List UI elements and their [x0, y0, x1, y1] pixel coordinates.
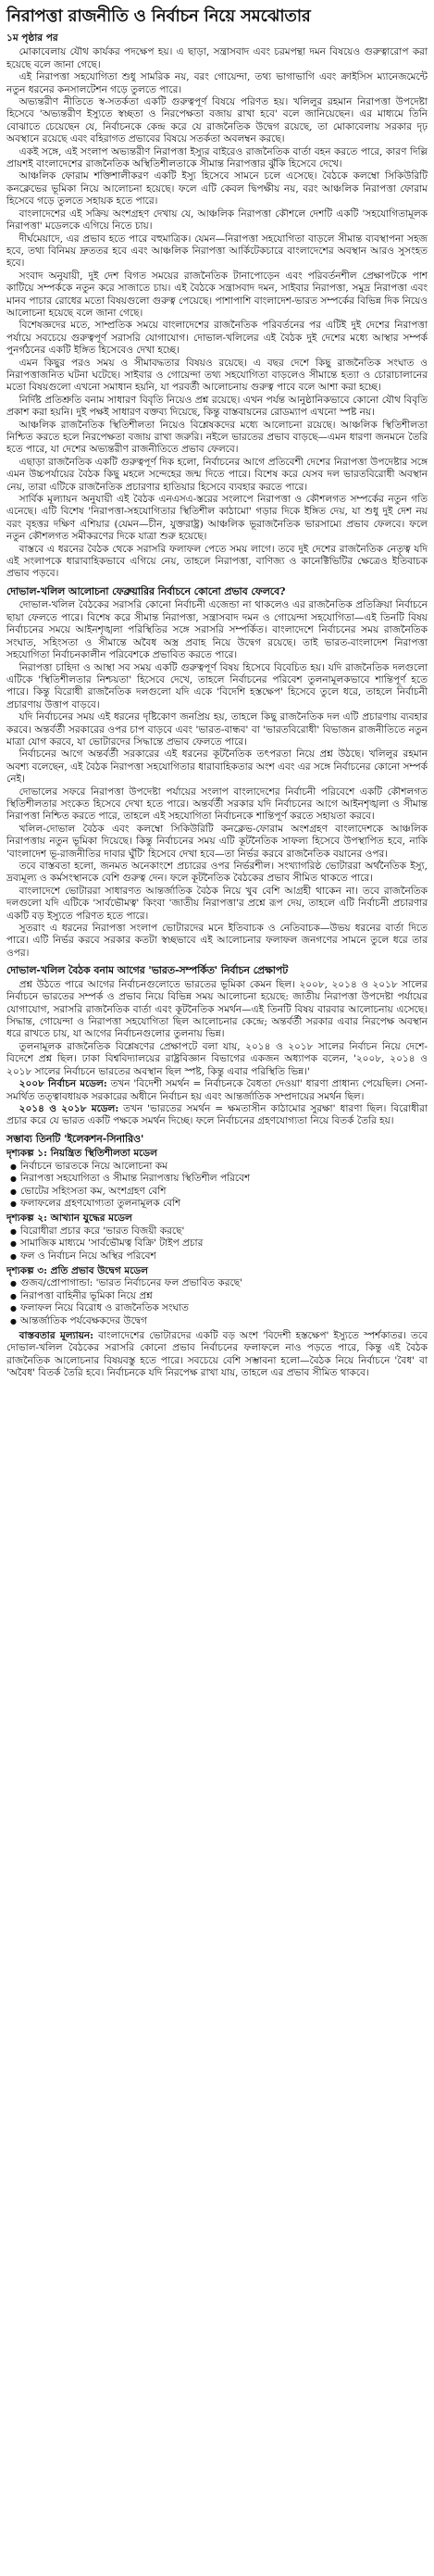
paragraph: নিরাপত্তা চাহিদা ও আস্থা সব সময় একটি গুরুত্বপূর্ণ বিষয় হিসেবে বিবেচিত হয়। যদি রাজনৈতিক দলগুলো এটিকে 'স্থিতিশীলতার নিশ্চয়তা' হিসেবে দেখে, তাহলে নির্বাচনের পরিবেশ তুলনামূলকভাবে শান্তিপূর্ণ হতে পারে। কিন্তু বিরোধী রাজনৈতিক দলগুলো যদি একে 'বিদেশি হস্তক্ষেপ' হিসেবে তুলে ধরে, তাহলে নির্বাচনী প্রচারণায় উত্তাপ বাড়বে।	[6, 661, 428, 710]
paragraph: তুলনামূলক রাজনৈতিক বিশ্লেষণের প্রেক্ষাপটে বলা যায়, ২০১৪ ও ২০১৮ সালের নির্বাচন নিয়ে দেশে-বিদেশে প্রশ্ন ছিল। ঢাকা বিশ্ববিদ্যালয়ের রাষ্ট্রবিজ্ঞান বিভাগের একজন অধ্যাপক বলেন, '২০০৮, ২০১৪ ও ২০১৮ সালের নির্বাচনে ভারতের অবস্থান ছিল স্পষ্ট, কিন্তু এবার পরিস্থিতি ভিন্ন।'	[6, 1040, 428, 1077]
bullet-icon: ●	[10, 1304, 17, 1313]
paragraph: সার্বিক মূল্যায়ন অনুযায়ী এই বৈঠক এনএসএ-স্তরের সংলাপে নিরাপত্তা ও কৌশলগত সম্পর্কের নতুন গতি এনেছে। এটি বিশেষ 'নিরাপত্তা-সহযোগিতার স্থিতিশীল কাঠামো' গড়ার দিকে ইঙ্গিত দেয়, যা শুধু দুই দেশ নয় বরং বৃহত্তর দক্ষিণ এশিয়ার (যেমন—চীন, যুক্তরাষ্ট্র) আঞ্চলিক ভূরাজনৈতিক ভারসাম্যে প্রভাব ফেলবে। ফলে নতুন কৌশলগত সমীকরণের দিকে যাত্রা শুরু হয়েছে।	[6, 494, 428, 543]
paragraph: অভ্যন্তরীণ নীতিতে স্ব-সতর্কতা একটি গুরুত্বপূর্ণ বিষয়ে পরিণত হয়। খলিলুর রহমান নিরাপত্তা উপদেষ্টা হিসেবে 'অভ্যন্তরীণ ইস্যুতে স্বচ্ছতা ও নিরপেক্ষতা বজায় রাখা হবে' বলে জানিয়েছেন। এর মাধ্যমে তিনি বোঝাতে চেয়েছেন যে, নির্বাচনকে কেন্দ্র করে যে রাজনৈতিক উদ্বেগ রয়েছে, তা মোকাবেলায় সরকার দৃঢ় অবস্থানে রয়েছে এবং বহিরাগত প্রভাবের বিষয়ে সতর্কতা অবলম্বন করছে।	[6, 96, 428, 145]
bullet-text: ভোটের সহিংসতা কম, অংশগ্রহণ বেশি	[19, 1185, 167, 1197]
bullet-icon: ●	[10, 1162, 17, 1171]
paragraph: একই সঙ্গে, এই সংলাপ অভ্যন্তরীণ নিরাপত্তা ইস্যুর বাইরেও রাজনৈতিক বার্তা বহন করতে পারে, কারণ দিল্লি প্রায়শই বাংলাদেশের রাজনৈতিক অস্থিতিশীলতাকে সীমান্ত নিরাপত্তার ঝুঁকি হিসেবে দেখে।	[6, 145, 428, 170]
paragraph: আঞ্চলিক ফোরাম শক্তিশালীকরণ একটি ইস্যু হিসেবে সামনে চলে এসেছে। বৈঠকে কলম্বো সিকিউরিটি কনক্লেভের ভূমিকা নিয়ে আলোচনা হয়েছে। ফলে এটি কেবল দ্বিপক্ষীয় নয়, বরং আঞ্চলিক নিরাপত্তা ফোরাম হিসেবে গড়ে তুলতে সহায়ক হতে পারে।	[6, 170, 428, 207]
paragraph: এই নিরাপত্তা সহযোগিতা শুধু সামরিক নয়, বরং গোয়েন্দা, তথ্য ভাগাভাগি এবং ক্রাইসিস ম্যানেজমেন্টে নতুন ধরনের কনসালটেশন গড়ে তুলতে পারে।	[6, 71, 428, 95]
continued-from-label: ১ম পৃষ্ঠার পর	[6, 32, 58, 44]
bullet-item	[6, 1277, 428, 1289]
section-heading-past-elections: দোভাল-খলিল বৈঠক বনাম আগের 'ভারত-সম্পর্কিত' নির্বাচন প্রেক্ষাপট	[6, 964, 289, 977]
paragraph: বাংলাদেশের এই সক্রিয় অংশগ্রহণ দেখায় যে, আঞ্চলিক নিরাপত্তা কৌশলে দেশটি একটি 'সহযোগিতামূলক নিরাপত্তা' মডেলকে এগিয়ে নিতে চায়।	[6, 207, 428, 232]
bullet-item	[6, 1198, 428, 1210]
bullet-text: ফলাফল নিয়ে বিরোধ ও রাজনৈতিক সংঘাত	[19, 1302, 189, 1314]
model-2014-2018-text: তখন 'ভারতের সমর্থন = ক্ষমতাসীন কাঠামোর সুরক্ষা' ধারণা ছিল। বিরোধীরা প্রচার করে যে ভারত একটি পক্ষকে সমর্থন দিচ্ছে। ফলে নির্বাচনের গ্রহণযোগ্যতা নিয়ে বিতর্ক তৈরি হয়।	[6, 1102, 428, 1127]
scenario-1-label: দৃশ্যকল্প ১: নিয়ন্ত্রিত স্থিতিশীলতা মডেল	[6, 1148, 157, 1160]
paragraph: বাস্তবে এ ধরনের বৈঠক থেকে সরাসরি ফলাফল পেতে সময় লাগে। তবে দুই দেশের রাজনৈতিক নেতৃত্ব যদি এই সংলাপকে ধারাবাহিকভাবে এগিয়ে নেয়, তাহলে নিরাপত্তা, বাণিজ্য ও কানেক্টিভিটির ক্ষেত্রেও ইতিবাচক প্রভাব পড়বে।	[6, 543, 428, 580]
bullet-item	[6, 1315, 428, 1327]
scenario-3-label: দৃশ্যকল্প ৩: প্রতি প্রভাব উদ্বেগ মডেল	[6, 1264, 148, 1276]
paragraph: বাংলাদেশে ভোটাররা সাধারণত আন্তর্জাতিক বৈঠক নিয়ে খুব বেশি আগ্রহী থাকেন না। তবে রাজনৈতিক দলগুলো যদি এটিকে 'সার্বভৌমত্ব' কিংবা 'জাতীয় নিরাপত্তা'র প্রশ্নে রূপ দেয়, তাহলে এটি নির্বাচনী প্রচারণার একটি বড় ইস্যুতে পরিণত হতে পারে।	[6, 885, 428, 922]
section-past-elections	[6, 979, 428, 1128]
paragraph: দোভাল-খলিল বৈঠকের সরাসরি কোনো নির্বাচনী এজেন্ডা না থাকলেও এর রাজনৈতিক প্রতিক্রিয়া নির্বাচনে ছায়া ফেলতে পারে। বিশেষ করে সীমান্ত নিরাপত্তা, সন্ত্রাসবাদ দমন ও গোয়েন্দা সহযোগিতা—এই তিনটি বিষয় নির্বাচনের সময়ে আইনশৃঙ্খলা পরিস্থিতির সঙ্গে সরাসরি সম্পর্কিত। বাংলাদেশে নির্বাচনের সময় রাজনৈতিক সংঘাত, সহিংসতা ও সীমান্তে অবৈধ অস্ত্র প্রবাহ নিয়ে উদ্বেগ রয়েছে। তাই ভারত-বাংলাদেশ নিরাপত্তা সহযোগিতা নির্বাচনকালীন পরিবেশকে প্রভাবিত করতে পারে।	[6, 599, 428, 661]
bullet-text: নিরাপত্তা সহযোগিতা ও সীমান্ত নিরাপত্তায় স্থিতিশীল পরিবেশ	[19, 1173, 251, 1185]
paragraph: যদি নির্বাচনের সময় এই ধরনের দৃষ্টিকোণ জনপ্রিয় হয়, তাহলে কিছু রাজনৈতিক দল এটি প্রচারণায় ব্যবহার করবে। অন্তর্বর্তী সরকারের ওপর চাপ বাড়বে এবং 'ভারত-বান্ধব' বা 'ভারতবিরোধী' বিভাজন রাজনীতিতে নতুন মাত্রা যোগ করবে, যা ভোটারদের সিদ্ধান্তে প্রভাব ফেলতে পারে।	[6, 711, 428, 748]
assessment-label: বাস্তবতার মূল্যায়ন:	[19, 1330, 94, 1341]
bullet-text: গুজব/প্রোপাগান্ডা: 'ভারত নির্বাচনের ফল প্রভাবিত করছে'	[19, 1277, 242, 1289]
assessment-paragraph	[6, 1330, 428, 1380]
bullet-icon: ●	[10, 1239, 17, 1249]
model-2014-2018-label: ২০১৪ ও ২০১৮ মডেল:	[19, 1102, 119, 1114]
bullet-icon: ●	[10, 1199, 17, 1208]
paragraph: দীর্ঘমেয়াদে, এর প্রভাব হতে পারে বহুমাত্রিক। যেমন—নিরাপত্তা সহযোগিতা বাড়লে সীমান্ত ব্যবস্থাপনা সহজ হবে, তথ্য বিনিময় দ্রুততর হবে এবং আঞ্চলিক নিরাপত্তা আর্কিটেকচারে বাংলাদেশের অবস্থান আরও সুসংহত হবে।	[6, 232, 428, 270]
bullet-item	[6, 1186, 428, 1198]
model-2008-label: ২০০৮ নির্বাচন মডেল:	[19, 1078, 107, 1090]
bullet-text: ফলাফলের গ্রহণযোগ্যতা তুলনামূলক বেশি	[19, 1197, 181, 1209]
paragraph: আঞ্চলিক রাজনৈতিক স্থিতিশীলতা নিয়েও বিশ্লেষকদের মধ্যে আলোচনা রয়েছে। আঞ্চলিক স্থিতিশীলতা নিশ্চিত করতে হলে নিরপেক্ষতা বজায় রাখা জরুরি। নইলে ভারতের প্রভাব বাড়ছে—এমন ধারণা জনমনে তৈরি হতে পারে, যা দেশের অভ্যন্তরীণ রাজনীতিতে প্রভাব ফেলবে।	[6, 419, 428, 456]
article-title: নিরাপত্তা রাজনীতি ও নির্বাচন নিয়ে সমঝোতার	[6, 6, 311, 26]
model-2014-2018-paragraph	[6, 1103, 428, 1128]
paragraph: নির্বাচনের আগে অন্তর্বর্তী সরকারের এই ধরনের কূটনৈতিক তৎপরতা নিয়ে প্রশ্ন উঠছে। খলিলুর রহমান অবশ্য বলেছেন, এই বৈঠক নিরাপত্তা সহযোগিতার ধারাবাহিকতার অংশ এবং এর সঙ্গে নির্বাচনের কোনো সম্পর্ক নেই।	[6, 748, 428, 785]
bullet-icon: ●	[10, 1187, 17, 1196]
paragraph: সংবাদ অনুযায়ী, দুই দেশ বিগত সময়ের রাজনৈতিক টানাপোড়েন এবং পরিবর্তনশীল প্রেক্ষাপটকে পাশ কাটিয়ে সম্পর্ককে নতুন করে সাজাতে চায়। এই বৈঠকে সন্ত্রাসবাদ দমন, সাইবার নিরাপত্তা, সমুদ্র নিরাপত্তা এবং মানব পাচার রোধের মতো বিষয়গুলো গুরুত্ব পেয়েছে। পাশাপাশি বাংলাদেশ-ভারত সম্পর্কের বিভিন্ন দিক নিয়েও আলোচনা হয়েছে বলে জানা গেছে।	[6, 270, 428, 319]
scenario-2-label: দৃশ্যকল্প ২: আখ্যান যুদ্ধের মডেল	[6, 1213, 132, 1225]
bullet-item	[6, 1173, 428, 1185]
section-heading-scenarios: সম্ভাব্য তিনটি 'ইলেকশন-সিনারিও'	[6, 1132, 144, 1145]
bullet-item	[6, 1250, 428, 1263]
bullet-icon: ●	[10, 1175, 17, 1184]
paragraph: এছাড়া রাজনৈতিক একটি গুরুত্বপূর্ণ দিক হলো, নির্বাচনের আগে প্রতিবেশী দেশের নিরাপত্তা উপদেষ্টার সঙ্গে এমন উচ্চপর্যায়ের বৈঠক কিছু মহলে সন্দেহের জন্ম দিতে পারে। বিশেষ করে যেসব দল ভারতবিরোধী অবস্থান নেয়, তারা এটিকে রাজনৈতিক প্রচারণার হাতিয়ার হিসেবে ব্যবহার করতে পারে।	[6, 456, 428, 493]
scenarios-list	[6, 1148, 428, 1327]
bullet-icon: ●	[10, 1226, 17, 1236]
section-heading-election-impact: দোভাল-খলিল আলোচনা ফেব্রুয়ারির নির্বাচনে কোনো প্রভাব ফেলবে?	[6, 584, 286, 597]
paragraph: তবে বাস্তবতা হলো, জনমত অনেকাংশে প্রচারের ওপর নির্ভরশীল। সংখ্যাগরিষ্ঠ ভোটাররা অর্থনৈতিক ইস্যু, দ্রব্যমূল্য ও কর্মসংস্থানকে বেশি গুরুত্ব দেন। ফলে কূটনৈতিক বৈঠকের প্রভাব সীমিত থাকতে পারে।	[6, 861, 428, 885]
bullet-icon: ●	[10, 1316, 17, 1326]
bullet-text: নির্বাচনে ভারতকে নিয়ে আলোচনা কম	[19, 1160, 167, 1172]
paragraph: বিশেষজ্ঞদের মতে, সাম্প্রতিক সময়ে বাংলাদেশের রাজনৈতিক পরিবর্তনের পর এটিই দুই দেশের নিরাপত্তা পর্যায়ে সবচেয়ে গুরুত্বপূর্ণ সরাসরি যোগাযোগ। দোভাল-খলিলের এই বৈঠক দুই দেশের মধ্যে আস্থার সম্পর্ক পুনর্গঠনের একটি ইঙ্গিত হিসেবেও দেখা হচ্ছে।	[6, 320, 428, 357]
section-election-impact	[6, 599, 428, 960]
bullet-text: সামাজিক মাধ্যমে 'সার্বভৌমত্ব বিক্রি' টাইপ প্রচার	[19, 1238, 204, 1250]
bullet-text: বিরোধীরা প্রচার করে 'ভারত বিজয়ী করছে'	[19, 1225, 185, 1237]
bullet-item	[6, 1238, 428, 1250]
paragraph: দোভালের সফরে নিরাপত্তা উপদেষ্টা পর্যায়ের সংলাপ বাংলাদেশের নির্বাচনী পরিবেশে একটি কৌশলগত স্থিতিশীলতার সংকেত হিসেবে দেখা হতে পারে। অন্তর্বর্তী সরকার যদি নির্বাচনের আগে আইনশৃঙ্খলা ও সীমান্ত নিরাপত্তা নিশ্চিত করতে পারে, তাহলে এই সহযোগিতা নির্বাচনকে শান্তিপূর্ণ করতে সহায়তা করবে।	[6, 785, 428, 823]
paragraph: নির্দিষ্ট প্রতিশ্রুতি বনাম সাধারণ বিবৃতি নিয়েও প্রশ্ন রয়েছে। এখন পর্যন্ত আনুষ্ঠানিকভাবে কোনো যৌথ বিবৃতি প্রকাশ করা হয়নি। দুই পক্ষই সাধারণ বক্তব্য দিয়েছে, কিন্তু বাস্তবায়নের রোডম্যাপ এখনো স্পষ্ট নয়।	[6, 394, 428, 419]
bullet-item	[6, 1161, 428, 1173]
paragraph: সুতরাং এ ধরনের নিরাপত্তা সংলাপ ভোটারদের মনে ইতিবাচক ও নেতিবাচক—উভয় ধরনের বার্তা দিতে পারে। এটি নির্ভর করবে সরকার কতটা স্বচ্ছভাবে এই আলোচনার ফলাফল জনগণের সামনে তুলে ধরে তার ওপর।	[6, 923, 428, 959]
bullet-icon: ●	[10, 1291, 17, 1301]
bullet-icon: ●	[10, 1251, 17, 1261]
assessment-text: বাংলাদেশের ভোটারদের একটি বড় অংশ 'বিদেশী হস্তক্ষেপ' ইস্যুতে স্পর্শকাতর। তবে দোভাল-খলিল বৈঠকের সরাসরি কোনো প্রভাব নির্বাচনের ফলাফলে নাও পড়তে পারে, কিন্তু এই বৈঠক রাজনৈতিক আলোচনার বিষয়বস্তু হতে পারে। সবচেয়ে বেশি সম্ভাবনা হলো—বৈঠক নিয়ে নির্বাচনে 'বৈধ' বা 'অবৈধ' বিতর্ক তৈরি হবে। নির্বাচনকে যদি নিরপেক্ষ রাখা যায়, তাহলে এর প্রভাব সীমিত থাকবে।	[6, 1330, 428, 1379]
bullet-text: ফল ও নির্বাচন নিয়ে অস্থির পরিবেশ	[19, 1250, 156, 1262]
bullet-text: নিরাপত্তা বাহিনীর ভূমিকা নিয়ে প্রশ্ন	[19, 1289, 153, 1301]
bullet-item	[6, 1290, 428, 1302]
model-2008-text: তখন 'বিদেশী সমর্থন = নির্বাচনকে বৈধতা দেওয়া' ধারণা প্রাধান্য পেয়েছিল। সেনা-সমর্থিত তত্ত্বাবধায়ক সরকারের অধীনে নির্বাচন হয় এবং আন্তর্জাতিক সম্প্রদায়ের সমর্থন ছিল।	[6, 1078, 428, 1102]
bullet-item	[6, 1225, 428, 1238]
paragraph: প্রশ্ন উঠতে পারে আগের নির্বাচনগুলোতে ভারতের ভূমিকা কেমন ছিল। ২০০৮, ২০১৪ ও ২০১৮ সালের নির্বাচনে ভারতের সম্পর্ক ও প্রভাব নিয়ে বিভিন্ন সময় আলোচনা হয়েছে: জাতীয় নিরাপত্তা উপদেষ্টা পর্যায়ের যোগাযোগ, সরাসরি রাজনৈতিক বার্তা এবং কূটনৈতিক সমর্থন—এই তিনটি বিষয় বারবার আলোচনায় এসেছে। সিদ্ধান্ত, গোয়েন্দা ও নিরাপত্তা সহযোগিতা ছিল আলোচনার কেন্দ্রে; অন্তর্বর্তী সরকার এবার নিরপেক্ষ অবস্থান ধরে রাখতে চায়, যা আগের নির্বাচনগুলোর তুলনায় ভিন্ন।	[6, 978, 428, 1040]
paragraph: মোকাবেলায় যৌথ কার্যকর পদক্ষেপ হয়। এ ছাড়া, সন্ত্রাসবাদ এবং চরমপন্থা দমন বিষয়েও গুরুত্বারোপ করা হয়েছে বলে জানা গেছে।	[6, 46, 428, 70]
bullet-item	[6, 1302, 428, 1314]
model-2008-paragraph	[6, 1078, 428, 1103]
paragraph: খলিল-দোভাল বৈঠক এবং কলম্বো সিকিউরিটি কনক্লেভ-ফোরাম অংশগ্রহণ বাংলাদেশকে আঞ্চলিক নিরাপত্তায় নতুন ভূমিকা দিয়েছে। কিন্তু নির্বাচনের সময় এটি কূটনৈতিক সাফল্য হিসেবে উপস্থাপিত হবে, নাকি 'বাংলাদেশ ভূ-রাজনীতির দাবার ঘুঁটি' হিসেবে দেখা হবে—তা নির্ভর করবে রাজনৈতিক বয়ানের ওপর।	[6, 823, 428, 860]
bullet-icon: ●	[10, 1279, 17, 1288]
intro-body	[6, 46, 428, 580]
paragraph: এমন কিছুর পরও সময় ও সীমাবদ্ধতার বিষয়ও রয়েছে। এ বছর দেশে কিছু রাজনৈতিক সংঘাত ও নিরাপত্তাজনিত ঘটনা ঘটেছে। সাইবার ও গোয়েন্দা তথ্য সহযোগিতা বাড়লেও সীমান্তে হত্যা ও চোরাচালানের মতো বিষয়গুলো এখনো সমাধান হয়নি, যা পরবর্তী আলোচনায় গুরুত্ব পাবে বলে আশা করা হচ্ছে।	[6, 357, 428, 394]
bullet-text: আন্তর্জাতিক পর্যবেক্ষকদের উদ্বেগ	[19, 1314, 147, 1326]
